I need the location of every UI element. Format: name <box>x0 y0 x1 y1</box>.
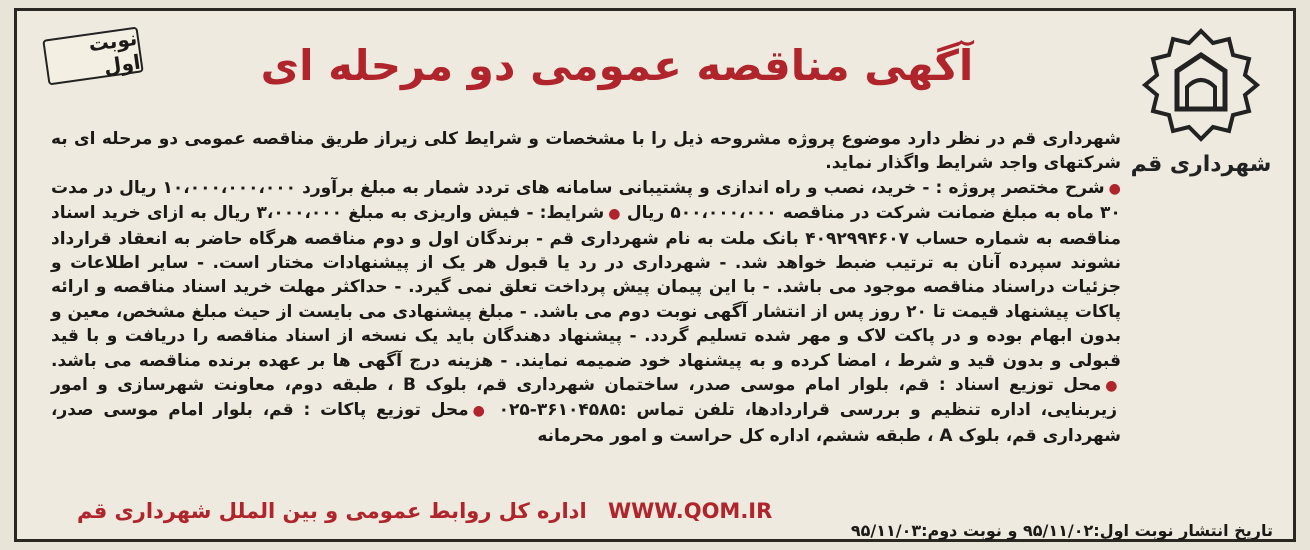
conditions-text: شرایط: - فیش واریزی به مبلغ ۳،۰۰۰،۰۰۰ ریال به ازای خرید اسناد مناقصه به شماره حساب ۴۰۹۲۹۹۴۶۰۷ بانک ملت به نام شهرداری قم - برندگان اول و دوم مناقصه هرگاه حاضر به انعقاد قرارداد نشوند سپرده آنان به ترتیب ضبط خواهد شد. - شهرداری در رد یا قبول هر یک از پیشنهادات مختار است. - سایر اطلاعات و جزئیات دراسناد مناقصه موجود می باشد. - با این پیمان پیش پرداخت تعلق نمی گیرد. - حداکثر مهلت خرید اسناد مناقصه و ارائه پاکات پیشنهاد قیمت تا ۲۰ روز پس از انتشار آگهی نوبت دوم می باشد. - مبلغ پیشنهادی می بایست از حیث مبلغ مشخص، معین و بدون ابهام بوده و در پاکت لاک و مهر شده تسلیم گردد. - پیشنهاد دهندگان باید یک نسخه از اسناد مناقصه را دریافت و با قید قبولی و بدون قید و شرط ، امضا کرده و به پیشنهاد خود ضمیمه نمایند. - هزینه درج آگهی ها بر عهده برنده مناقصه می باشد. <box>51 203 1122 371</box>
logo-caption: شهرداری قم <box>1130 152 1272 177</box>
website-link[interactable]: WWW.QOM.IR <box>607 499 773 523</box>
docs-distribution: محل توزیع اسناد : قم، بلوار امام موسی صدر، ساختمان شهرداری قم، بلوک B ، طبقه دوم، معاونت شهرسازی و امور زیربنایی، اداره تنظیم و بررسی قراردادها، تلفن تماس :۳۶۱۰۴۵۸۵-۰۲۵ <box>51 375 1118 421</box>
bullet-icon: ● <box>1105 378 1121 395</box>
packets-distribution: محل توزیع پاکات : قم، بلوار امام موسی صدر، شهرداری قم، بلوک A ، طبقه ششم، اداره کل حراست و امور محرمانه <box>51 400 1121 446</box>
footer-credit <box>77 499 937 523</box>
bullet-icon: ● <box>472 403 489 420</box>
notice-title: آگهی مناقصه عمومی دو مرحله ای <box>260 41 974 90</box>
intro-paragraph: شهرداری قم در نظر دارد موضوع پروژه مشروحه ذیل را با مشخصات و شرایط کلی زیراز طریق مناقصه عمومی دو مرحله ای به شرکتهای واجد شرایط واگذار نماید. <box>51 129 1121 174</box>
department-name: اداره کل روابط عمومی و بین الملل شهرداری قم <box>77 499 587 523</box>
notice-frame <box>14 8 1296 542</box>
details-paragraph <box>51 176 1121 448</box>
bullet-icon: ● <box>608 206 621 223</box>
notice-header <box>17 11 1293 121</box>
publish-dates: تاریخ انتشار نوبت اول:۹۵/۱۱/۰۲ و نوبت دوم:۹۵/۱۱/۰۳ <box>850 521 1273 540</box>
first-publication-badge: نوبت اول <box>42 27 143 86</box>
notice-body <box>51 127 1121 448</box>
bullet-icon: ● <box>1108 180 1121 197</box>
logo-emblem-icon <box>1145 31 1257 139</box>
qom-municipality-logo <box>1130 25 1272 185</box>
project-details: شرح مختصر پروژه : - خرید، نصب و راه اندازی و پشتیبانی سامانه های تردد شمار به مبلغ برآورد ۱۰،۰۰۰،۰۰۰،۰۰۰ ریال در مدت ۳۰ ماه به مبلغ ضمانت شرکت در مناقصه ۵۰۰،۰۰۰،۰۰۰ ریال <box>51 177 1121 224</box>
